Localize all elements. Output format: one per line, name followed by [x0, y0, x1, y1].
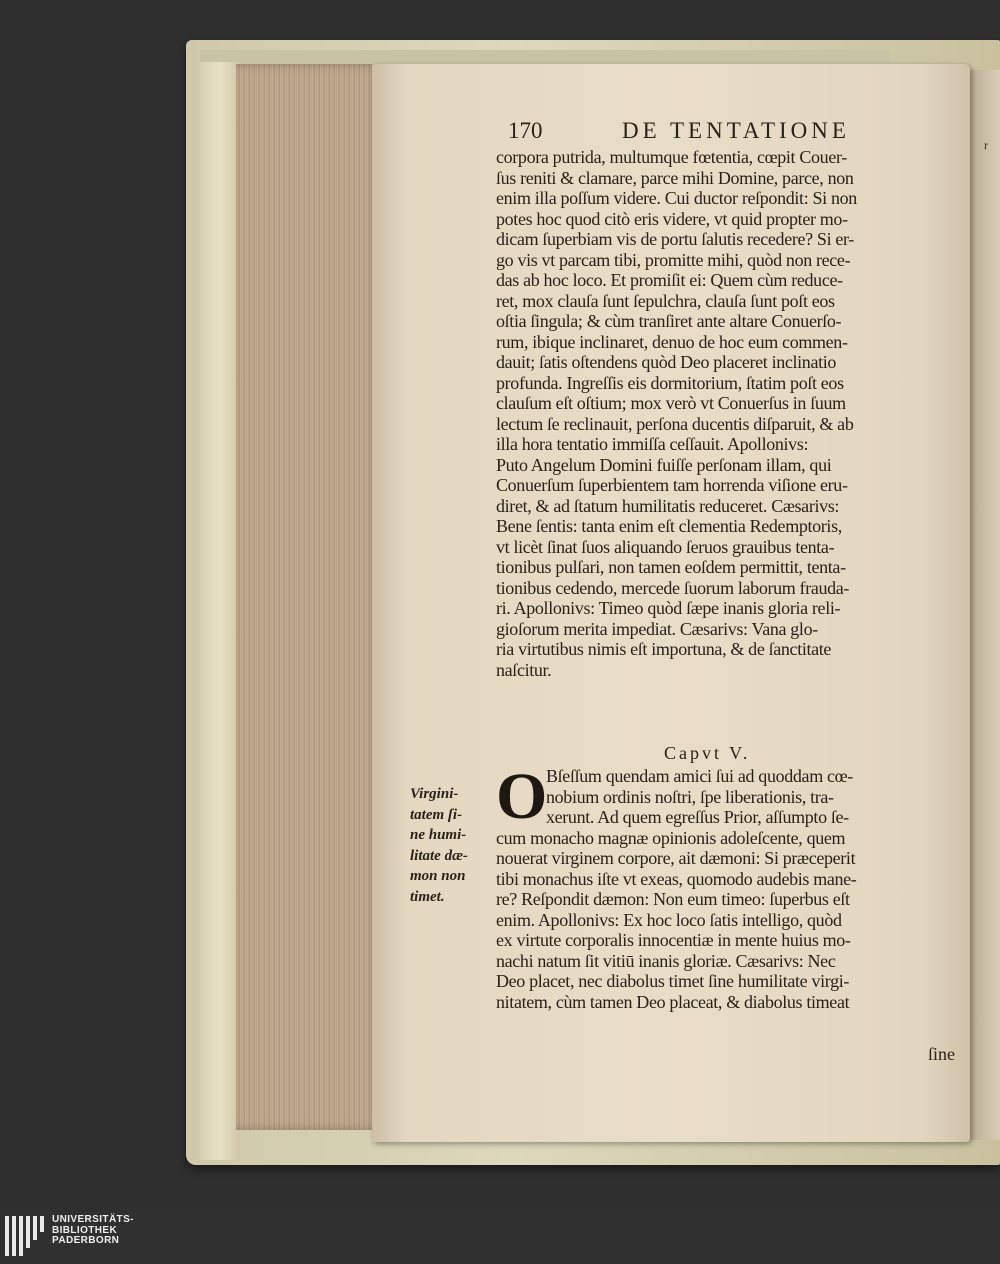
library-name-line: UNIVERSITÄTS- — [52, 1214, 134, 1225]
footer-bar — [0, 1212, 1000, 1264]
running-head: DE TENTATIONE — [622, 118, 850, 143]
text-line: Puto Angelum Domini fuiſſe perſonam illam, qui — [496, 454, 832, 475]
chapter-text — [496, 760, 958, 1012]
text-line: nobium ordinis noſtri, ſpe liberationis, tra- — [546, 786, 834, 807]
text-line: dauit; ſatis oſtendens quòd Deo placeret inclinatio — [496, 352, 837, 372]
drop-cap-initial: O — [496, 760, 547, 833]
text-line: re? Reſpondit dæmon: Non eum timeo: ſuperbus eſt — [496, 889, 850, 909]
text-line: nitatem, cùm tamen Deo placeat, & diabolus timeat — [496, 991, 850, 1012]
chapter-heading: Capvt V. — [664, 743, 751, 763]
text-line: tibi monachus iſte vt exeas, quomodo audebis mane- — [496, 868, 857, 889]
text-line: clauſum eſt oſtium; mox verò vt Conuerſus in ſuum — [496, 393, 846, 413]
page-block-edges — [236, 64, 384, 1130]
book-spine — [200, 62, 240, 1160]
text-line: diret, & ad ſtatum humilitatis reduceret. Cæsarivs: — [496, 495, 840, 516]
text-line: ret, mox clauſa ſunt ſepulchra, clauſa ſunt poſt eos — [496, 290, 835, 311]
text-line: naſcitur. — [496, 659, 552, 680]
text-line: litate dæ- — [410, 847, 468, 864]
text-line: Conuerſum ſuperbientem tam horrenda viſione eru- — [496, 475, 848, 495]
text-line: ria virtutibus nimis eſt importuna, & de ſanctitate — [496, 639, 832, 659]
text-line: ex virtute corporalis innocentiæ in mente huius mo- — [496, 930, 851, 950]
text-line: corpora putrida, multumque fœtentia, cœpit Couer- — [496, 147, 847, 167]
text-line: enim. Apollonivs: Ex hoc loco ſatis intelligo, quòd — [496, 909, 842, 930]
page-header — [508, 118, 888, 146]
catchword: ſine — [928, 1044, 955, 1064]
library-name-line: BIBLIOTHEK — [52, 1224, 118, 1236]
text-line: potes hoc quod citò eris videre, vt quid propter mo- — [496, 208, 848, 229]
text-line: lectum ſe reclinauit, perſona ducentis diſparuit, & ab — [496, 413, 854, 434]
text-line: gioſorum merita impediat. Cæsarivs: Vana glo- — [496, 618, 818, 639]
text-line: vt licèt ſinat ſuos aliquando ſeruos grauibus tenta- — [496, 536, 835, 557]
text-line: oſtia ſingula; & cùm tranſiret ante altare Conuerſo- — [496, 311, 842, 331]
text-line: cum monacho magnæ opinionis adoleſcente, quem — [496, 827, 846, 848]
marginal-note — [410, 784, 492, 907]
library-logo-icon — [5, 1216, 45, 1256]
text-line: illa hora tentatio immiſſa ceſſauit. Apollonivs: — [496, 434, 809, 454]
text-line: Deo placet, nec diabolus timet ſine humilitate virgi- — [496, 971, 850, 991]
text-line: das ab hoc loco. Et promiſit ei: Quem cùm reduce- — [496, 270, 843, 290]
text-line: rum, ibique inclinaret, denuo de hoc eum commen- — [496, 331, 848, 352]
text-line: timet. — [410, 888, 445, 905]
facing-page-edge — [968, 70, 1000, 1140]
text-line: dicam ſuperbiam vis de portu ſalutis recedere? Si er- — [496, 229, 854, 249]
text-line: Bene ſentis: tanta enim eſt clementia Redemptoris, — [496, 516, 842, 536]
text-line: nachi natum ſit vitiū inanis gloriæ. Cæsarivs: Nec — [496, 950, 836, 971]
text-line: nouerat virginem corpore, ait dæmoni: Si præceperit — [496, 848, 856, 868]
text-line: Virgini- — [410, 786, 459, 802]
text-line: tatem ſi- — [410, 806, 463, 823]
library-name-line: PADERBORN — [52, 1235, 120, 1246]
text-line: ri. Apollonivs: Timeo quòd ſæpe inanis gloria reli- — [496, 598, 841, 618]
facing-page-mark: r — [984, 138, 988, 152]
text-line: mon non — [410, 868, 466, 884]
body-text — [496, 147, 958, 680]
text-line: ſus reniti & clamare, parce mihi Domine, parce, non — [496, 167, 854, 188]
text-line: Bſeſſum quendam amici ſui ad quoddam cœ- — [546, 766, 853, 786]
text-line: tionibus cedendo, mercede ſuorum laborum frauda- — [496, 577, 850, 598]
library-name — [52, 1215, 134, 1247]
text-line: tionibus pulſari, non tamen eoſdem permittit, tenta- — [496, 557, 846, 577]
text-line: go vis vt parcam tibi, promitte mihi, quòd non rece- — [496, 249, 851, 270]
text-line: xerunt. Ad quem egreſſus Prior, aſſumpto ſe- — [546, 807, 849, 827]
text-line: ne humi- — [410, 827, 467, 843]
page-number: 170 — [508, 118, 543, 143]
text-line: enim illa poſſum videre. Cui ductor reſpondit: Si non — [496, 188, 857, 208]
text-line: profunda. Ingreſſis eis dormitorium, ſtatim poſt eos — [496, 372, 844, 393]
